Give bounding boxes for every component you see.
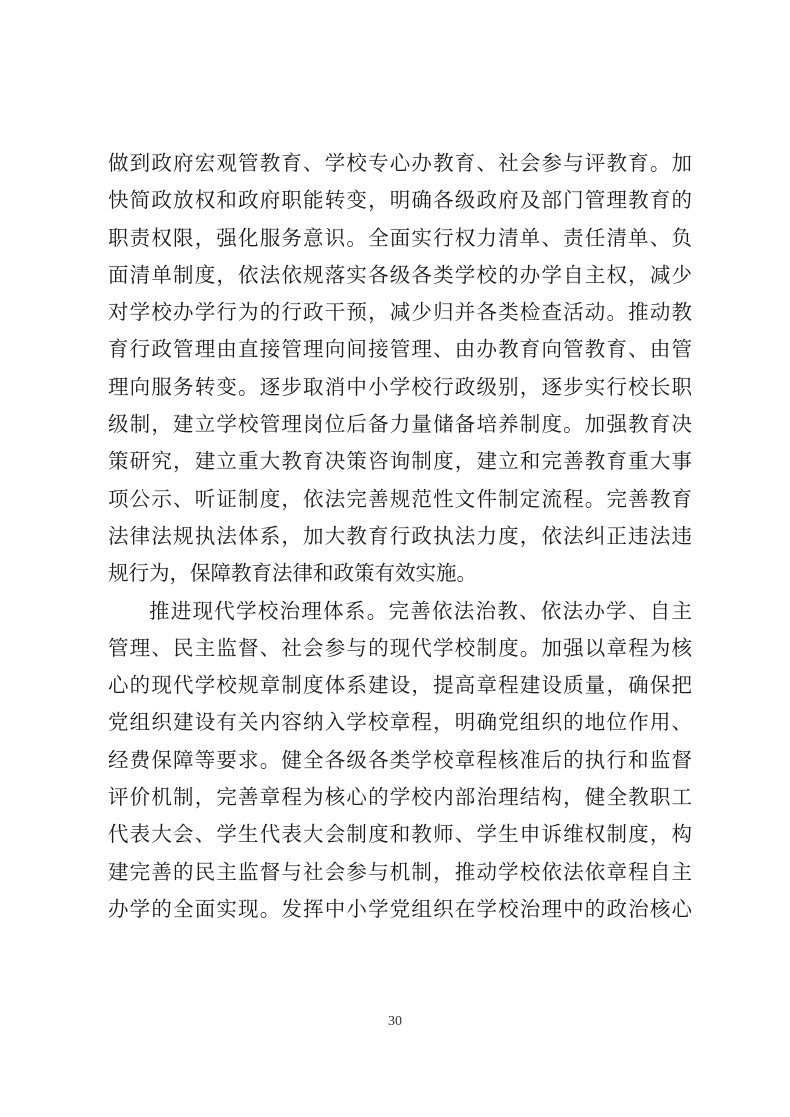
text-line: 法律法规执法体系，加大教育行政执法力度，依法纠正违法违 — [108, 523, 692, 548]
text-line: 项公示、听证制度，依法完善规范性文件制定流程。完善教育 — [108, 486, 692, 511]
text-line: 对学校办学行为的行政干预，减少归并各类检查活动。推动教 — [108, 300, 692, 325]
text-line: 推进现代学校治理体系。完善依法治教、依法办学、自主 — [149, 598, 692, 623]
page-number: 30 — [388, 1014, 402, 1029]
text-line: 管理、民主监督、社会参与的现代学校制度。加强以章程为核 — [108, 635, 692, 660]
text-line: 职责权限，强化服务意识。全面实行权力清单、责任清单、负 — [108, 225, 692, 250]
body-text — [108, 145, 692, 928]
text-line: 做到政府宏观管教育、学校专心办教育、社会参与评教育。加 — [108, 151, 692, 175]
text-line: 心的现代学校规章制度体系建设，提高章程建设质量，确保把 — [108, 673, 692, 698]
text-line: 评价机制，完善章程为核心的学校内部治理结构，健全教职工 — [108, 785, 692, 810]
text-line: 面清单制度，依法依规落实各级各类学校的办学自主权，减少 — [108, 262, 692, 287]
paragraph-1 — [108, 145, 692, 593]
text-line: 代表大会、学生代表大会制度和教师、学生申诉维权制度，构 — [108, 822, 692, 847]
text-line: 级制，建立学校管理岗位后备力量储备培养制度。加强教育决 — [108, 412, 692, 437]
text-line: 办学的全面实现。发挥中小学党组织在学校治理中的政治核心 — [108, 896, 692, 921]
text-line: 经费保障等要求。健全各级各类学校章程核准后的执行和监督 — [108, 747, 692, 772]
text-line: 建完善的民主监督与社会参与机制，推动学校依法依章程自主 — [108, 859, 692, 884]
text-line: 策研究，建立重大教育决策咨询制度，建立和完善教育重大事 — [108, 449, 692, 474]
text-line: 规行为，保障教育法律和政策有效实施。 — [108, 561, 477, 586]
text-line: 育行政管理由直接管理向间接管理、由办教育向管教育、由管 — [108, 337, 692, 362]
text-line: 党组织建设有关内容纳入学校章程，明确党组织的地位作用、 — [108, 710, 692, 735]
text-line: 快简政放权和政府职能转变，明确各级政府及部门管理教育的 — [108, 188, 692, 213]
paragraph-2 — [108, 593, 692, 929]
text-line: 理向服务转变。逐步取消中小学校行政级别，逐步实行校长职 — [108, 374, 692, 399]
